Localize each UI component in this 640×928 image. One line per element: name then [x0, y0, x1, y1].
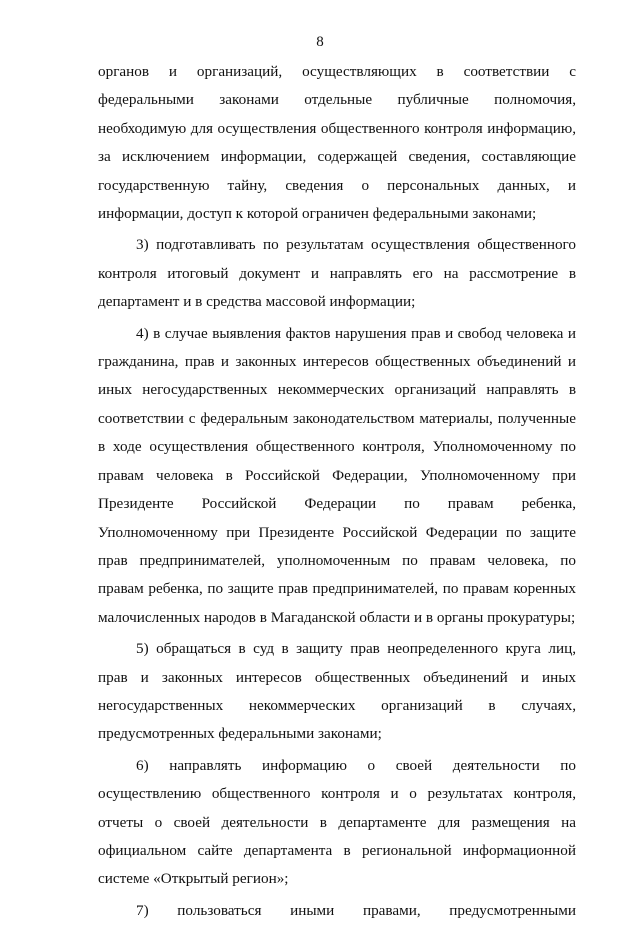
paragraph-item-4: 4) в случае выявления фактов нарушения прав и свобод человека и гражданина, прав и законных интересов общественных объединений и иных негосударственных некоммерческих организаций направлять в соответствии с федеральным законодательством материалы, полученные в ходе осуществления общественного контроля, Уполномоченному по правам человека в Российской Федерации, Уполномоченному при Президенте Российской Федерации по правам ребенка, Уполномоченному при Президенте Российской Федерации по защите прав предпринимателей, уполномоченным по правам человека, по правам ребенка, по защите прав предпринимателей, по правам коренных малочисленных народов в Магаданской области и в органы прокуратуры; [98, 324, 576, 626]
paragraph-item-6: 6) направлять информацию о своей деятельности по осуществлению общественного контроля и о результатах контроля, отчеты о своей деятельности в департаменте для размещения на официальном сайте департамента в региональной информационной системе «Открытый регион»; [98, 756, 576, 888]
paragraph-continuation: органов и организаций, осуществляющих в соответствии с федеральными законами отдельные публичные полномочия, необходимую для осуществления общественного контроля информацию, за исключением информации, содержащей сведения, составляющие государственную тайну, сведения о персональных данных, и информации, доступ к которой ограничен федеральными законами; [98, 63, 576, 223]
document-body [98, 58, 576, 928]
paragraph-item-3: 3) подготавливать по результатам осуществления общественного контроля итоговый документ и направлять его на рассмотрение в департамент и в средства массовой информации; [98, 236, 576, 311]
page-number: 8 [316, 34, 324, 50]
paragraph-item-5: 5) обращаться в суд в защиту прав неопределенного круга лиц, прав и законных интересов общественных объединений и иных негосударственных некоммерческих организаций в случаях, предусмотренных федеральными законами; [98, 640, 576, 743]
paragraph-item-7: 7) пользоваться иными правами, предусмотренными [136, 901, 576, 919]
